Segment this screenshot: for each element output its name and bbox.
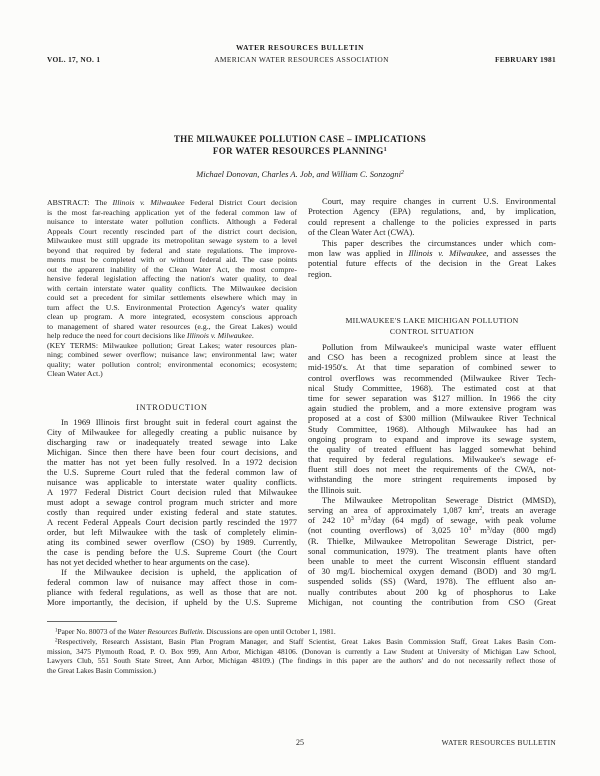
text-line: withstanding the more stringent requirements imposed by (308, 474, 556, 485)
text-line: the U.S. Supreme Court ruled that the federal common law of (47, 467, 297, 477)
text-line: sonal communication, 1979). The treatment plants have often (308, 545, 556, 556)
running-head-journal: WATER RESOURCES BULLETIN (235, 43, 365, 52)
text-line (308, 248, 556, 258)
text-line: must adopt a sewage control program much stricter and more (47, 497, 297, 507)
paragraph (47, 637, 556, 676)
text-line: quality; water pollution control; environmental economics; ecosystem; (47, 359, 297, 369)
text-line: federal common law of nuisance may affect those in com- (47, 577, 297, 587)
text-line: hensive federal legislation affecting the nation's water quality, to deal (47, 274, 297, 283)
text-line: A recent Federal Appeals Court decision partly rescinded the 1977 (47, 517, 297, 527)
text-line: the Illinois suit. (308, 484, 362, 495)
text-line: Clean Water Act.) (47, 369, 103, 378)
text-line: (R. Thielke, Milwaukee Metropolitan Sewerage District, per- (308, 535, 556, 546)
text-line: mission, 3475 Plymouth Road, P. O. Box 999, Ann Arbor, Michigan 48106. (Donovan is currently a Law Student at University of Michigan Law School, (47, 646, 556, 656)
text-line: In 1969 Illinois first brought suit in federal court against the (61, 417, 297, 427)
text-line: ning; combined sewer overflow; nuisance law; environmental law; water (47, 350, 297, 359)
text-line: that required by federal regulations. Milwaukee's sewage ef- (308, 454, 556, 465)
text-line: If the Milwaukee decision is upheld, the application of (61, 567, 297, 577)
text-line: Michigan. Since then there have been four court decisions, and (47, 447, 297, 457)
footer-journal-name: WATER RESOURCES BULLETIN (441, 738, 556, 747)
abstract-block (47, 198, 297, 379)
text-line: nical Study Committee, 1968). The estimated cost at that (308, 382, 556, 393)
text-line: is the most far-reaching application yet of the federal common law of (47, 207, 297, 217)
paragraph (47, 341, 297, 379)
association-name: AMERICAN WATER RESOURCES ASSOCIATION (214, 55, 389, 64)
text-line: of the Clean Water Act (CWA). (308, 227, 415, 238)
text-run: (not counting overflows) of 3,025 10 (308, 525, 469, 536)
author-footnote-mark: 2 (400, 170, 404, 177)
text-line: beyond that required by federal and state regulations. The improve- (47, 245, 297, 255)
text-line: could set a precedent for similar settlements elsewhere which may in (47, 293, 297, 302)
text-line: costly than required under existing federal and state statutes. (47, 507, 297, 517)
paragraph (47, 567, 297, 607)
text-line: the matter has not yet been fully resolved. In a 1972 decision (47, 457, 297, 467)
text-line (308, 505, 556, 515)
superscript: 3 (486, 526, 490, 533)
italic-run: Illinois v. Milwaukee (112, 198, 185, 207)
text-line: Protection Agency (EPA) regulations, and, by implication, (308, 206, 556, 217)
text-line (308, 525, 556, 535)
author-names: Michael Donovan, Charles A. Job, and William C. Sonzogni (196, 169, 401, 179)
paragraph (47, 198, 297, 341)
section-heading-line-1: MILWAUKEE'S LAKE MICHIGAN POLLUTION (345, 316, 519, 325)
text-line: potential future effects of the decision in the Great Lakes (308, 258, 556, 269)
text-line: proposed at a cost of $300 million (Milwaukee River Technical (308, 413, 556, 424)
text-line: to management of shared water resources (e.g., the Great Lakes) would (47, 321, 297, 331)
footnote-rule (47, 621, 117, 622)
title-footnote-mark: 1 (383, 146, 388, 153)
text-run: Respectively, Research Assistant, Basin Plan Program Manager, and Staff Scientist, Great Lakes Basin Commission Staff, Great Lakes Basin Com- (57, 636, 556, 646)
text-line: the quality of treated effluent has lagged somewhat behind (308, 443, 556, 454)
text-run: m (471, 525, 487, 536)
superscript: 2 (55, 638, 58, 644)
text-line (47, 637, 556, 647)
text-run: , treats an average (482, 505, 556, 515)
article-title-text: FOR WATER RESOURCES PLANNING (212, 146, 384, 156)
text-run: /day (800 mgd) (489, 525, 556, 536)
text-line: has not yet decided whether to hear arguments on the case). (47, 557, 250, 567)
text-line: Pollution from Milwaukee's municipal waste water effluent (322, 342, 556, 352)
superscript: 3 (350, 516, 354, 523)
text-run: . Discussions are open until October 1, 1981. (202, 627, 336, 636)
text-line: (KEY TERMS: Milwaukee pollution; Great Lakes; water resources plan- (47, 340, 297, 350)
text-line: Lawyers Club, 551 South State Street, Ann Arbor, Michigan 48109.) (The findings in this paper are the authors' and do not necessarily reflect those of (47, 656, 556, 666)
text-line: This paper describes the circumstances under which com- (322, 237, 556, 248)
text-line: Appeals Court recently rescinded part of the district court decision, (47, 226, 297, 236)
text-line (47, 627, 556, 637)
text-line: clean up program. A more integrated, ecosystem conscious approach (47, 312, 297, 321)
text-run: . (251, 331, 254, 340)
text-line: Milwaukee must still upgrade its metropolitan sewage system to a level (47, 236, 297, 245)
text-line: fluent still does not meet the requirements of the CWA, not- (308, 464, 556, 475)
text-line: the case is pending before the U.S. Supreme Court (the Court (47, 547, 297, 557)
text-line (47, 198, 297, 208)
italic-run: Illinois v. Milwaukee (408, 247, 487, 258)
text-line: Study Committee, 1968). Although Milwaukee has had an (308, 423, 556, 434)
text-line: mid-1950's. At that time separation of combined sewer to (308, 362, 556, 373)
paragraph (308, 495, 556, 607)
text-line: and CSO has been a recognized problem since at least the (308, 352, 556, 363)
paragraph (47, 627, 556, 637)
superscript: 3 (468, 526, 472, 533)
text-run: m (353, 515, 368, 526)
text-line: More importantly, the decision, if upheld by the U.S. Supreme (47, 597, 297, 607)
text-line: control overflows was recommended (Milwaukee River Tech- (308, 372, 556, 383)
text-line (47, 331, 297, 341)
superscript: 3 (367, 516, 371, 523)
text-line: City of Milwaukee for allegedly creating a public nuisance by (47, 427, 297, 437)
text-line: discharging raw or inadequately treated sewage into Lake (47, 437, 297, 447)
paragraph (308, 238, 556, 280)
text-line: The Milwaukee Metropolitan Sewerage District (MMSD), (322, 494, 556, 505)
text-run: serving an area of approximately 1,087 km (308, 505, 480, 515)
text-line: could represent a challenge to the policies expressed in parts (308, 216, 556, 227)
text-line: ongoing program to expand and improve its sewage system, (308, 433, 556, 444)
text-run: Paper No. 80073 of the (57, 627, 129, 636)
introduction-body (47, 417, 297, 607)
text-line: out the apparent inability of the Clean Water Act, the most compre- (47, 264, 297, 274)
text-run: Federal District Court decision (184, 198, 298, 207)
text-run: help reduce the need for court decisions like (47, 331, 187, 340)
superscript: 2 (479, 506, 483, 513)
text-line: nually contributes about 200 kg of phosphorus to Lake (308, 586, 556, 597)
text-line: turn affect the U.S. Environmental Protection Agency's water quality (47, 302, 297, 312)
text-line: with certain interstate water quality conflicts. The Milwaukee decision (47, 283, 297, 293)
text-run: mon law was applied in (308, 247, 409, 258)
text-line: the Great Lakes Basin Commission.) (47, 666, 156, 676)
page-number: 25 (296, 738, 304, 747)
introduction-heading: INTRODUCTION (136, 403, 208, 412)
text-line: A 1977 Federal District Court decision ruled that Milwaukee (47, 487, 297, 497)
author-byline (0, 169, 600, 179)
text-line: again studied the problem, and a more extensive program was (308, 403, 556, 414)
text-line: of 30 mg/L biochemical oxygen demand (BOD) and 30 mg/L (308, 566, 556, 577)
text-line: order, but left Milwaukee with the task of completely elimin- (47, 527, 297, 537)
text-run: /day (64 mgd) of sewage, with peak volume (370, 515, 556, 526)
superscript: 1 (55, 628, 58, 634)
paragraph (308, 196, 556, 238)
section-heading-line-2: CONTROL SITUATION (389, 327, 475, 336)
article-title-line-2 (0, 146, 600, 156)
right-column-intro (308, 196, 556, 279)
running-head-row (47, 55, 556, 65)
paragraph (47, 417, 297, 567)
footnotes (47, 627, 556, 676)
text-line: pliance with federal regulations, as well as those that are not. (47, 587, 297, 597)
text-line: Michigan, not counting the contribution from CSO (Great (308, 596, 556, 607)
text-line: time for sewer separation was $127 million. In 1966 the city (308, 392, 556, 403)
text-run: of 242 10 (308, 515, 351, 526)
text-line: ating its combined sewer overflow (CSO) by 1989. Currently, (47, 537, 297, 547)
article-title-line-1: THE MILWAUKEE POLLUTION CASE – IMPLICATIONS (173, 134, 427, 144)
text-line: nuisance to interstate water pollution conflicts. Although a Federal (47, 217, 297, 226)
text-line: been unable to meet the current Wisconsin effluent standard (308, 555, 556, 566)
text-line: nuisance was applicable to interstate water quality conflicts. (47, 477, 297, 487)
section-body (308, 342, 556, 607)
text-line: ments must be completed with or without federal aid. The case points (47, 255, 297, 264)
text-line: suspended solids (SS) (Ward, 1978). The effluent also an- (308, 576, 556, 587)
italic-run: Illinois v. Milwaukee (186, 331, 252, 340)
italic-run: Water Resources Bulletin (128, 627, 203, 636)
volume-label: VOL. 17, NO. 1 (47, 55, 101, 64)
text-run: , and assesses the (486, 247, 556, 258)
text-line: Court, may require changes in current U.S. Environmental (322, 196, 556, 206)
paragraph (308, 342, 556, 495)
section-heading (308, 315, 556, 337)
text-run: ABSTRACT: The (47, 198, 113, 207)
text-line (308, 515, 556, 525)
text-line: region. (308, 268, 332, 279)
issue-date: FEBRUARY 1981 (494, 55, 556, 64)
